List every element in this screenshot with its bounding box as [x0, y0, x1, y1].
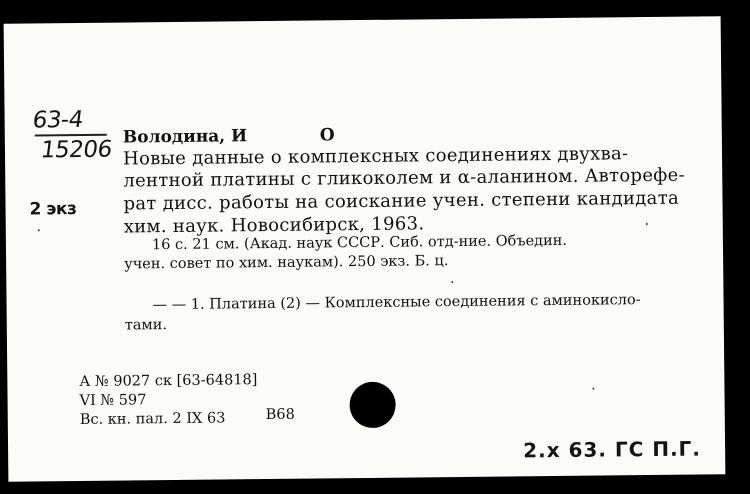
- title-line: хим. наук. Новосибирск, 1963.: [123, 213, 425, 238]
- title-line: лентной платины с гликоколем и α-аланином. Авторефе-: [123, 164, 686, 192]
- catalog-card: [4, 16, 726, 481]
- title-line: Новые данные о комплексных соединениях двухва-: [122, 143, 629, 170]
- description-line: 16 с. 21 см. (Акад. наук СССР. Сиб. отд-ние. Объедин.: [151, 232, 568, 254]
- speck: [451, 281, 453, 283]
- footer-line: А № 9027 ск [63-64818]: [79, 372, 258, 390]
- punch-hole: [349, 382, 395, 428]
- author-name: Володина, И: [122, 126, 248, 148]
- speck: [38, 229, 40, 231]
- speck: [646, 223, 648, 225]
- description-line: учен. совет по хим. наукам). 250 экз. Б. ц.: [124, 253, 449, 273]
- handwritten-inventory-number: 15206: [39, 136, 114, 164]
- speck: [592, 388, 594, 390]
- subject-line: — — 1. Платина (2) — Комплексные соединения с аминокисло-: [152, 292, 641, 314]
- handwritten-call-number: 63-4: [30, 106, 85, 134]
- footer-line: VI № 597: [79, 392, 147, 409]
- title-line: рат дисс. работы на соискание учен. степени кандидата: [123, 187, 680, 215]
- footer-line: Вс. кн. пал. 2 IX 63: [79, 410, 226, 428]
- handwritten-processing-mark: 2.x 63. ГС П.Г.: [522, 436, 702, 463]
- author-initial: О: [319, 125, 335, 146]
- subject-line: тами.: [124, 317, 168, 334]
- handwritten-copies: 2 экз: [29, 199, 77, 220]
- footer-code: В68: [265, 406, 295, 424]
